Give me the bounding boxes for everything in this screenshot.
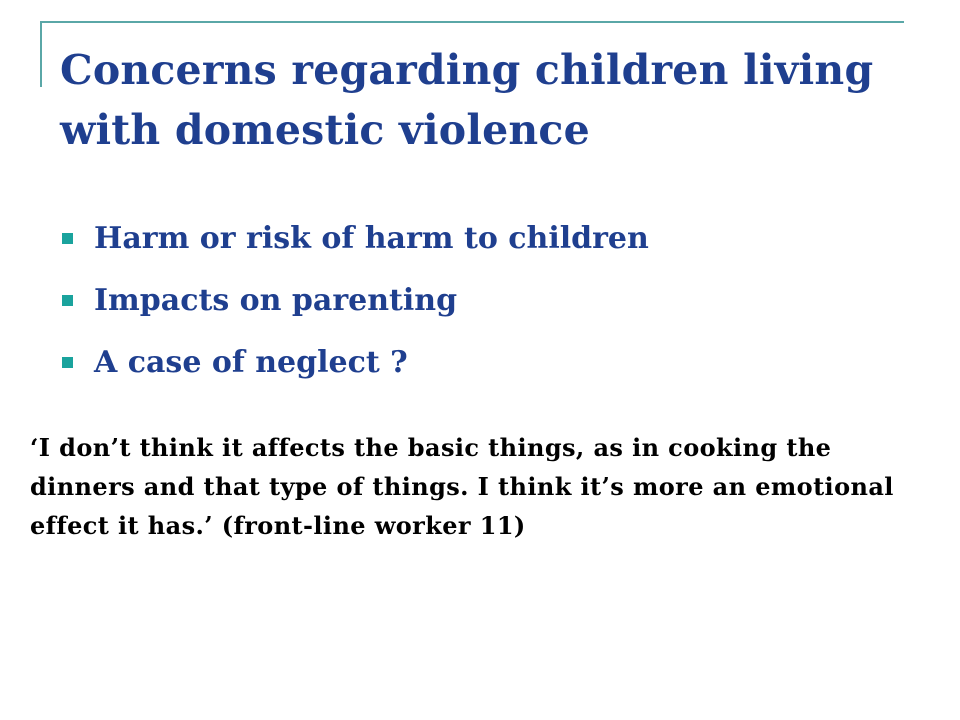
bullet-text: Harm or risk of harm to children	[94, 220, 649, 256]
title-frame-left-line	[40, 21, 42, 87]
bullet-list	[62, 207, 649, 393]
square-bullet-icon	[62, 295, 73, 306]
bullet-text: A case of neglect ?	[94, 344, 408, 380]
bullet-text: Impacts on parenting	[94, 282, 458, 318]
title-frame-top-line	[40, 21, 904, 23]
bullet-item	[62, 207, 649, 269]
bullet-item	[62, 331, 649, 393]
slide-title: Concerns regarding children living with domestic violence	[60, 46, 874, 154]
worker-quote: ‘I don’t think it affects the basic things, as in cooking the dinners and that type of things. I think it’s more an emotional effect it has.’ (front-line worker 11)	[30, 433, 894, 540]
square-bullet-icon	[62, 233, 73, 244]
square-bullet-icon	[62, 357, 73, 368]
bullet-item	[62, 269, 649, 331]
